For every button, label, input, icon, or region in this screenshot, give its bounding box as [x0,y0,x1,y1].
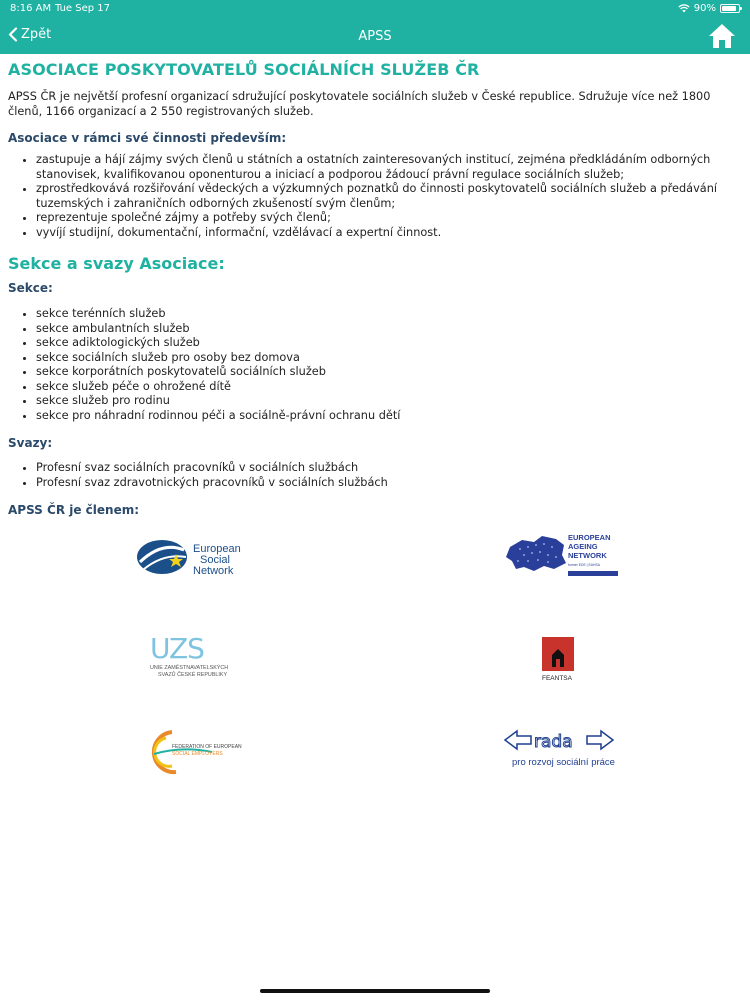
list-item: • sekce terénních služeb [36,307,744,322]
svazy-list [8,461,744,490]
home-indicator[interactable] [260,989,490,993]
member-heading: APSS ČR je členem: [8,503,140,517]
member-logos [8,523,744,773]
list-item: • zprostředkovává rozšiřování vědeckých a výzkumných poznatků do činnosti poskytovatelů sociálních služeb a předávání tuzemských i zahraničních odborných zkušeností svým členům; [36,182,744,211]
page-title: ASOCIACE POSKYTOVATELŮ SOCIÁLNÍCH SLUŽEB ČR [8,60,480,79]
nav-bar [0,18,750,54]
sekce-heading: Sekce: [8,281,53,295]
ean-logo[interactable] [504,531,622,581]
intro-paragraph: APSS ČR je největší profesní organizací sdružující poskytovatele sociálních služeb v České republice. Sdružuje více než 1800 členů, 1166 organizací a 2 550 registrovaných služeb. [8,90,711,118]
svg-text:UNIE ZAMĚSTNAVATELSKÝCH: UNIE ZAMĚSTNAVATELSKÝCH [150,665,229,671]
list-item: • vyvíjí studijní, dokumentační, informační, vzdělávací a expertní činnost. [36,226,744,241]
svg-text:FEDERATION OF EUROPEAN: FEDERATION OF EUROPEAN [172,744,242,750]
status-right [678,3,740,14]
list-item: • sekce ambulantních služeb [36,322,744,337]
list-item: • reprezentuje společné zájmy a potřeby svých členů; [36,211,744,226]
fese-logo[interactable] [142,726,252,776]
svg-text:rada: rada [534,732,573,752]
status-date: Tue Sep 17 [55,3,111,14]
nav-title: APSS [358,29,392,44]
list-item: • sekce korporátních poskytovatelů sociálních služeb [36,365,744,380]
feantsa-logo[interactable] [538,635,578,683]
list-item: • sekce adiktologických služeb [36,336,744,351]
list-item: • sekce pro náhradní rodinnou péči a sociálně-právní ochranu dětí [36,409,744,424]
list-item: • sekce služeb péče o ohrožené dítě [36,380,744,395]
activities-list [8,153,744,240]
home-icon[interactable] [708,23,736,49]
esn-logo[interactable] [136,535,251,579]
svg-text:AGEING: AGEING [568,542,598,551]
svazy-heading: Svazy: [8,436,53,450]
status-time: 8:16 AM [10,3,52,14]
main-content [8,60,744,773]
svg-text:SOCIAL EMPLOYERS: SOCIAL EMPLOYERS [172,751,223,757]
battery-percent: 90% [693,3,716,14]
wifi-icon [678,4,690,13]
svg-text:European: European [193,543,241,555]
list-item: • sekce sociálních služeb pro osoby bez domova [36,351,744,366]
svg-text:Network: Network [193,565,234,577]
list-item: • Profesní svaz zdravotnických pracovníků v sociálních službách [36,476,744,491]
svg-text:EUROPEAN: EUROPEAN [568,533,611,542]
svg-text:pro rozvoj sociální práce: pro rozvoj sociální práce [512,757,615,768]
sections-heading: Sekce a svazy Asociace: [8,254,225,273]
status-bar [0,0,750,18]
sekce-list [8,307,744,423]
svg-text:NETWORK: NETWORK [568,551,607,560]
activities-heading: Asociace v rámci své činnosti především: [8,131,287,145]
svg-text:Social: Social [200,554,230,566]
svg-text:FEANTSA: FEANTSA [542,675,572,682]
uzs-logo[interactable] [148,631,248,681]
svg-text:SVAZŮ ČESKÉ REPUBLIKY: SVAZŮ ČESKÉ REPUBLIKY [158,672,228,678]
rada-logo[interactable] [503,728,615,772]
svg-text:UZS: UZS [150,632,204,665]
back-label: Zpět [21,27,52,42]
list-item: • zastupuje a hájí zájmy svých členů u státních a ostatních zainteresovaných institucí, zejména předkládáním odborných stanovisek, kvalifikovanou oponenturou a iniciací a podporou žádoucí právní regulace sociálních služeb; [36,153,744,182]
battery-icon [720,4,740,13]
svg-text:former EDE | EAHSA: former EDE | EAHSA [568,563,600,567]
list-item: • sekce služeb pro rodinu [36,394,744,409]
list-item: • Profesní svaz sociálních pracovníků v sociálních službách [36,461,744,476]
